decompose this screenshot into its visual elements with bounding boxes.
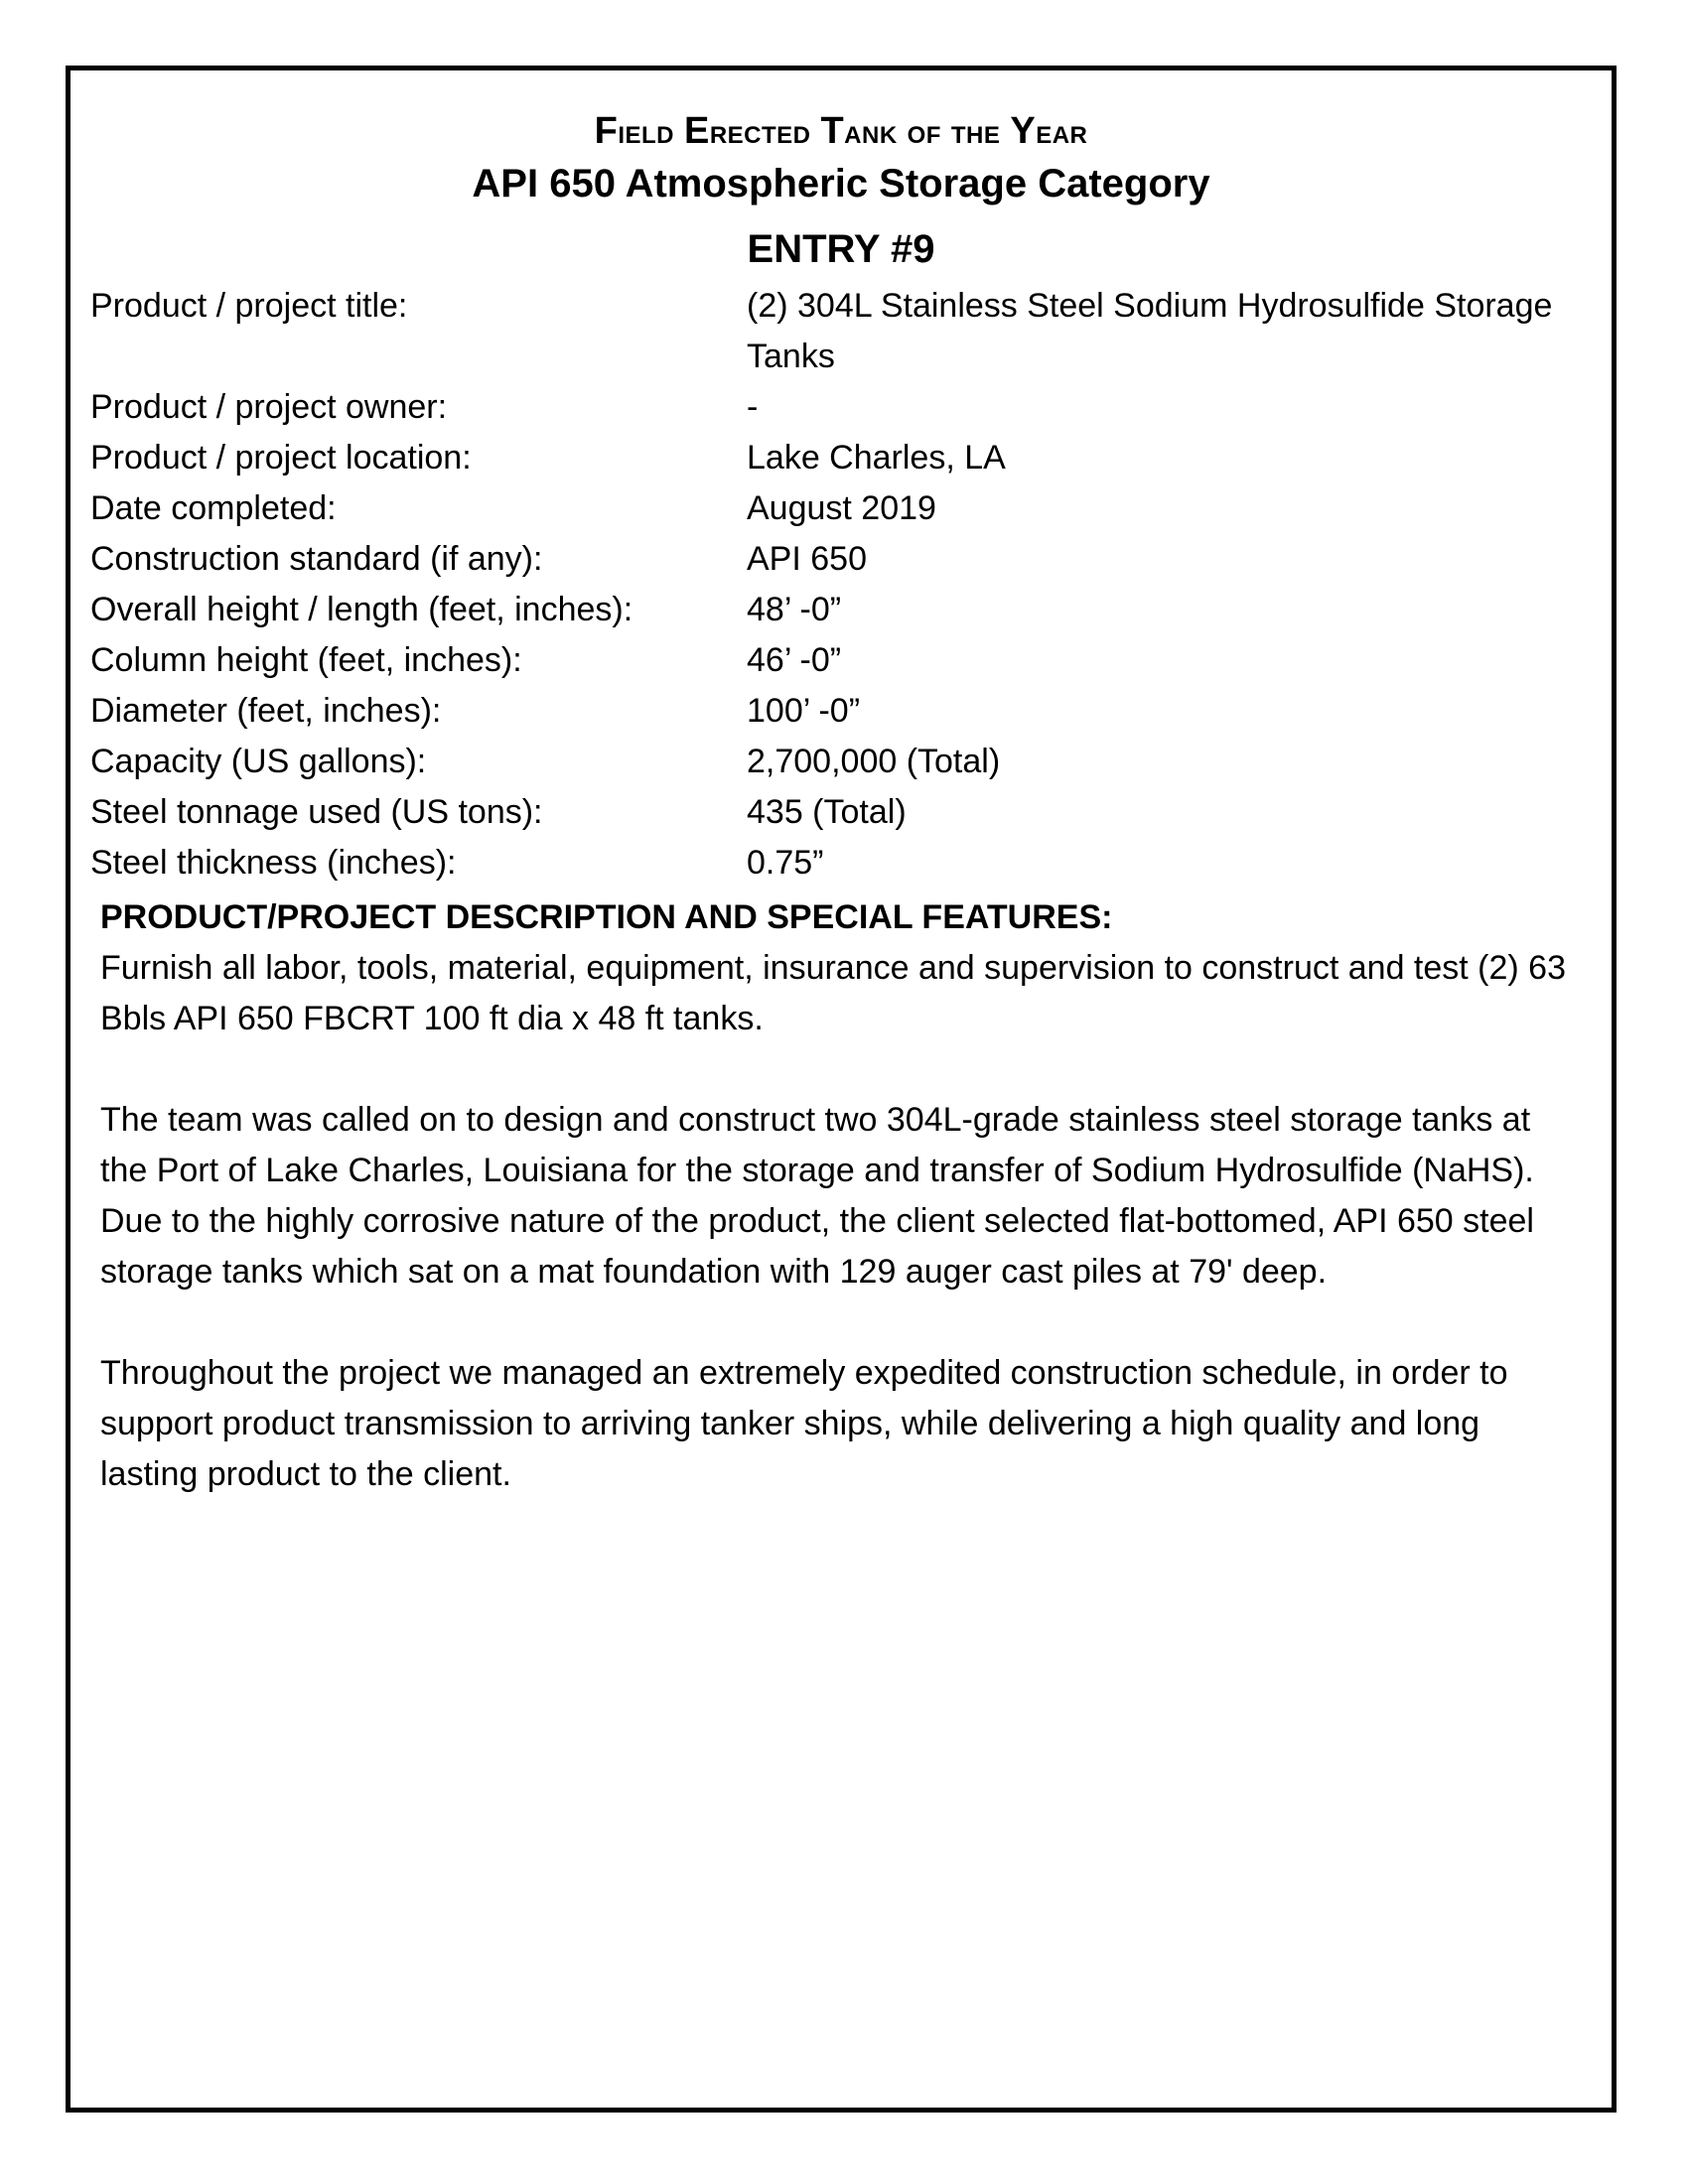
- spec-value: August 2019: [747, 489, 936, 527]
- spec-label: Construction standard (if any):: [90, 540, 543, 578]
- document-frame: [66, 66, 1617, 2113]
- spec-label: Capacity (US gallons):: [90, 743, 427, 780]
- spec-row-title: [90, 281, 1580, 382]
- spec-label: Steel thickness (inches):: [90, 844, 457, 882]
- spec-value: (2) 304L Stainless Steel Sodium Hydrosulfide Storage Tanks: [747, 287, 1553, 375]
- spec-label: Date completed:: [90, 489, 337, 527]
- spec-label: Product / project location:: [90, 439, 472, 477]
- description-paragraph: Furnish all labor, tools, material, equipment, insurance and supervision to construct and test (2) 63 Bbls API 650 FBCRT 100 ft dia x 48 ft tanks.: [100, 949, 1566, 1037]
- entry-number: ENTRY #9: [747, 227, 935, 271]
- award-title-part: F: [594, 110, 619, 152]
- spec-value: Lake Charles, LA: [747, 439, 1006, 477]
- spec-value: 2,700,000 (Total): [747, 743, 1001, 780]
- description-section: [100, 892, 1580, 1551]
- award-title-part: ield: [618, 113, 684, 151]
- spec-value: 435 (Total): [747, 793, 907, 831]
- description-paragraph: Throughout the project we managed an extremely expedited construction schedule, in order to support product transmission to arriving tanker ships, while delivering a high quality and long lasting product to the client.: [100, 1354, 1508, 1493]
- spec-row-date: [90, 483, 1580, 534]
- spec-row-location: [90, 433, 1580, 483]
- spec-value: API 650: [747, 540, 867, 578]
- spec-row-diameter: [90, 686, 1580, 737]
- award-title-part: T: [820, 110, 845, 152]
- spec-row-tonnage: [90, 787, 1580, 838]
- award-title-part: Y: [1010, 110, 1037, 152]
- award-title-part: rected: [709, 113, 821, 151]
- spec-list: [90, 281, 1580, 888]
- spec-label: Diameter (feet, inches):: [90, 692, 442, 730]
- spec-value: -: [747, 388, 759, 426]
- category-title: API 650 Atmospheric Storage Category: [472, 162, 1210, 205]
- spec-label: Product / project title:: [90, 287, 408, 325]
- spec-label: Overall height / length (feet, inches):: [90, 591, 633, 628]
- award-title-part: ank of the: [844, 113, 1011, 151]
- spec-value: 100’ -0”: [747, 692, 861, 730]
- spec-row-column-height: [90, 635, 1580, 686]
- award-title-part: E: [683, 110, 710, 152]
- spec-label: Steel tonnage used (US tons):: [90, 793, 543, 831]
- spec-label: Column height (feet, inches):: [90, 641, 522, 679]
- spec-row-owner: [90, 382, 1580, 433]
- spec-value: 46’ -0”: [747, 641, 842, 679]
- description-paragraph: The team was called on to design and construct two 304L-grade stainless steel storage tanks at the Port of Lake Charles, Louisiana for the storage and transfer of Sodium Hydrosulfide (NaHS). Due to the highly corrosive nature of the product, the client selected flat-bottomed, API 650 steel storage tanks which sat on a mat foundation with 129 auger cast piles at 79' deep.: [100, 1101, 1534, 1291]
- spec-row-overall-height: [90, 585, 1580, 635]
- spec-row-thickness: [90, 838, 1580, 888]
- spec-row-capacity: [90, 737, 1580, 787]
- award-title: [70, 110, 1612, 153]
- spec-row-standard: [90, 534, 1580, 585]
- award-title-part: ear: [1036, 113, 1088, 151]
- spec-value: 0.75”: [747, 844, 824, 882]
- spec-value: 48’ -0”: [747, 591, 842, 628]
- spec-label: Product / project owner:: [90, 388, 448, 426]
- description-heading: PRODUCT/PROJECT DESCRIPTION AND SPECIAL FEATURES:: [100, 898, 1113, 936]
